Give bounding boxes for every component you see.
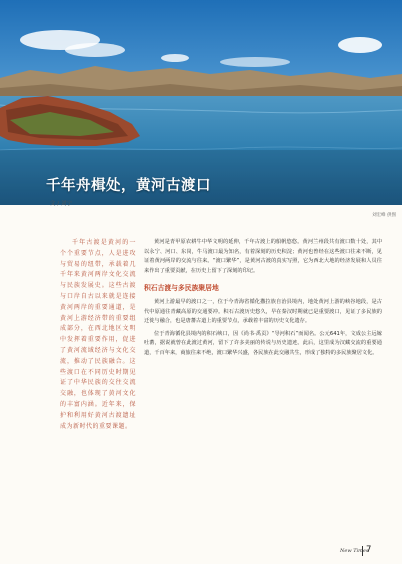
page-divider xyxy=(362,546,363,556)
body-paragraph-1: 黄河是青甲原农耕牛中华文明的延伸，千年古渡上的船帆悠悠。黄河兰州段共有渡口数十处，其中以永宁、河口、东岗，牛马渡口最为知名，有着深刻的历史积淀；黄河也曾经在这些渡口往来不断，见证着黄河两岸的交流与往来。“渡口繁华”，是黄河古渡的真实写照，它为西北大地的经济发展和人员往来作出了重要贡献，在历史上留下了深刻的印记。 xyxy=(144,239,382,274)
magazine-name: New Times xyxy=(340,548,369,554)
article-byline: 文 / 刘宁 xyxy=(50,201,72,207)
article-lead-sidebar: 千年古渡是黄河的一个个重要节点，人是进攻与贸易的纽带，承载着几千年来黄河两岸文化交流与民族发展史。这些古渡与口岸自古以来就是连接黄河两岸的重要通道，是黄河上游经济带的重要组成部分，在西北地区文明中发挥着重要作用，促进了黄河流域经济与文化交流，推动了民族融合。这些渡口在不同历史时期见证了中华民族的交往交流交融，也体现了黄河文化的丰富内涵。近年来，保护和利用好黄河古渡遗址成为新时代的重要课题。 xyxy=(60,239,136,430)
article-title: 千年舟楫处，黄河古渡口 xyxy=(46,177,211,194)
article-body xyxy=(144,238,382,362)
page-number: 7 xyxy=(366,545,372,555)
section-heading: 积石古渡与多民族聚居地 xyxy=(144,284,219,293)
photo-credit: 刘宏峰 供图 xyxy=(372,213,396,218)
body-paragraph-3: 位于青海循化县境内的积石峡口，因《尚书·禹贡》“导河积石”而闻名。公元641年，文成公主远嫁吐蕃，据说就曾在此渡过黄河，留下了许多美丽的传说与历史遗迹。此后，这里成为汉藏交流的重要通道，千百年来，商旅往来不绝，渡口繁华兴盛，各民族在此交融共生，形成了独特的多民族聚居文化。 xyxy=(144,330,382,356)
body-paragraph-2: 黄河上游最早的渡口之一，位于今青海省循化撒拉族自治县境内，地处黄河上游的峡谷地段，是古代中原通往青藏高原的交通要冲。积石古渡历史悠久，早在秦汉时期就已是重要渡口，见证了多民族的迁徙与融合，也是唐蕃古道上的重要节点，承载着丰富的历史文化遗存。 xyxy=(144,298,382,325)
